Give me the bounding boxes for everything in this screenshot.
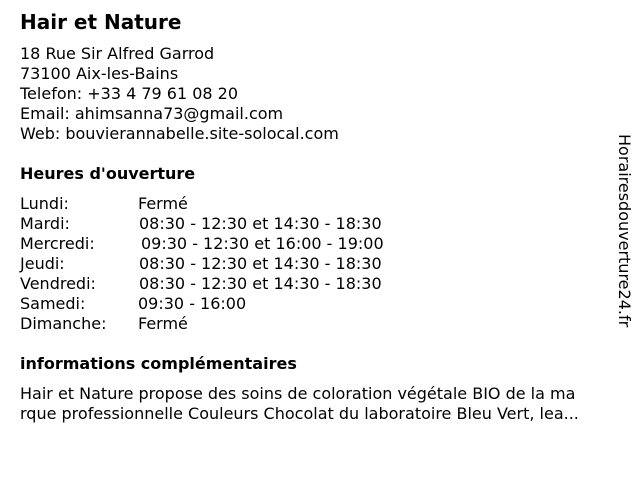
email-line: Email: ahimsanna73@gmail.com	[20, 104, 284, 123]
day-times: 09:30 - 12:30 et 16:00 - 19:00	[141, 234, 384, 253]
business-name: Hair et Nature	[20, 10, 182, 34]
day-times: 08:30 - 12:30 et 14:30 - 18:30	[139, 254, 382, 273]
day-label: Jeudi:	[20, 254, 65, 273]
site-watermark: Horairesdouverture24.fr	[615, 134, 634, 328]
address-line-2: 73100 Aix-les-Bains	[20, 64, 179, 83]
day-label: Lundi:	[20, 194, 69, 213]
day-times: Fermé	[138, 314, 188, 333]
additional-info-text	[20, 384, 630, 424]
day-times: 08:30 - 12:30 et 14:30 - 18:30	[139, 274, 382, 293]
day-times: Fermé	[138, 194, 188, 213]
additional-info-heading: informations complémentaires	[20, 354, 297, 373]
phone-line: Telefon: +33 4 79 61 08 20	[20, 84, 239, 103]
info-line-1: Hair et Nature propose des soins de coloration végétale BIO de la ma	[20, 384, 576, 403]
info-line-2: rque professionnelle Couleurs Chocolat du laboratoire Bleu Vert, lea...	[20, 404, 579, 423]
web-line: Web: bouvierannabelle.site-solocal.com	[20, 124, 339, 143]
day-times: 08:30 - 12:30 et 14:30 - 18:30	[139, 214, 382, 233]
day-label: Vendredi:	[20, 274, 96, 293]
opening-hours-heading: Heures d'ouverture	[20, 164, 196, 183]
day-label: Mardi:	[20, 214, 70, 233]
day-label: Mercredi:	[20, 234, 95, 253]
address-line-1: 18 Rue Sir Alfred Garrod	[20, 44, 215, 63]
day-label: Dimanche:	[20, 314, 107, 333]
contact-block	[20, 44, 339, 144]
day-times: 09:30 - 16:00	[138, 294, 247, 313]
day-label: Samedi:	[20, 294, 86, 313]
